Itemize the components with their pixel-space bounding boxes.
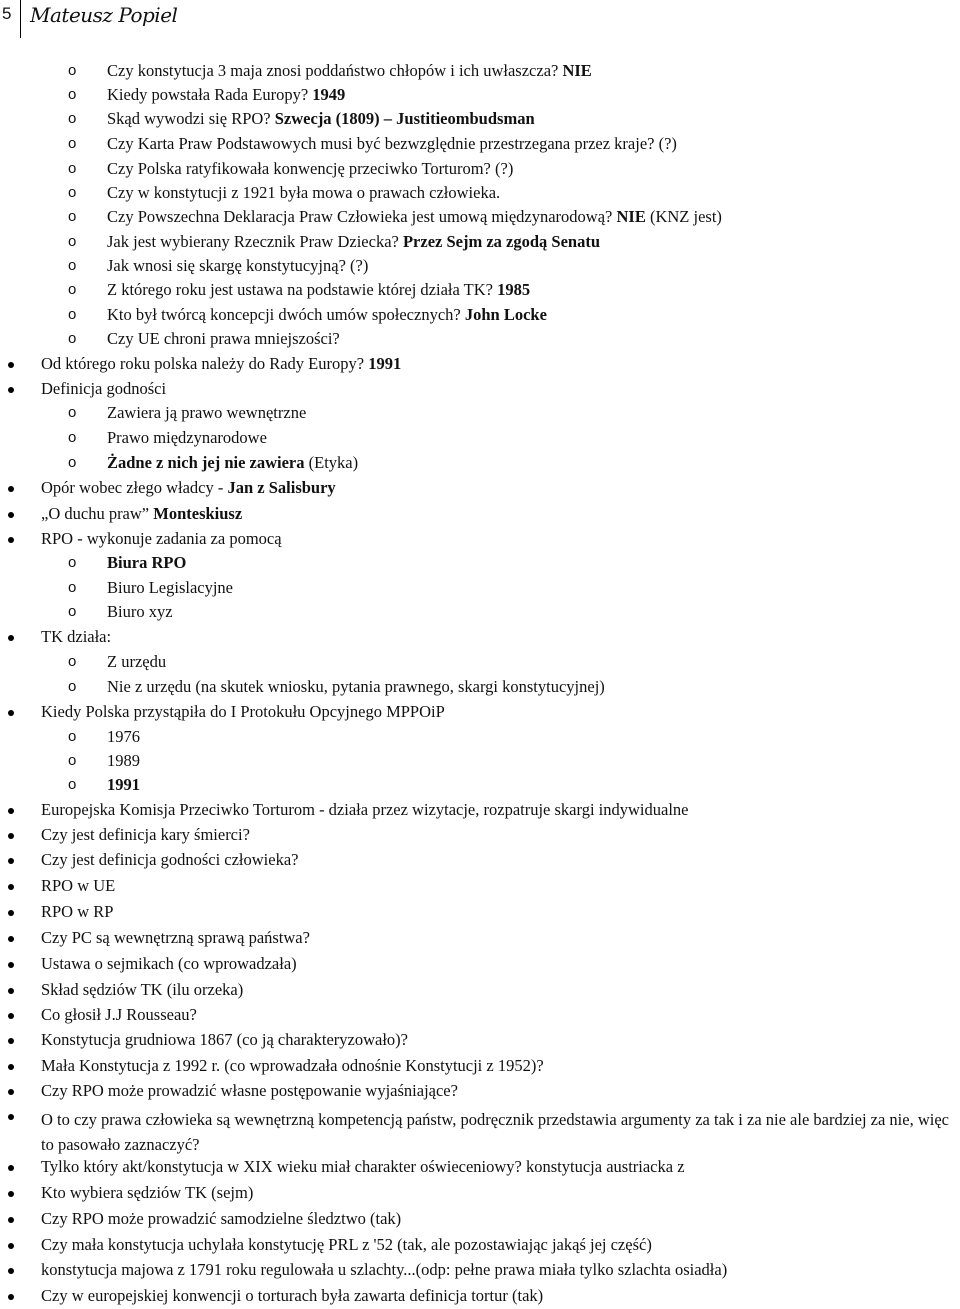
bullet-icon <box>8 808 14 814</box>
item-answer: 1991 <box>107 775 140 794</box>
bullet-icon <box>8 1089 14 1095</box>
bullet-icon <box>8 988 14 994</box>
header-divider <box>20 0 21 38</box>
item-answer: 1949 <box>312 85 346 104</box>
list-item-text <box>41 1210 401 1229</box>
page-header <box>0 0 200 38</box>
list-item-text <box>41 703 445 722</box>
list-item-text <box>107 752 140 771</box>
bullet-icon <box>8 936 14 942</box>
bullet-icon <box>8 833 14 839</box>
list-item-text <box>107 330 340 349</box>
item-question: Z urzędu <box>107 652 167 671</box>
list-item-text <box>41 1158 685 1177</box>
item-question: Definicja godności <box>41 379 167 398</box>
bullet-icon <box>8 710 14 716</box>
item-question: O to czy prawa człowieka są wewnętrzną kompetencją państw, podręcznik przedstawia argumenty za tak i za nie ale bardziej za nie, więc to pasowało zaznaczyć? <box>41 1110 949 1154</box>
list-item-text <box>41 1261 727 1280</box>
list-item-text <box>41 903 113 922</box>
item-question: Czy jest definicja kary śmierci? <box>41 825 250 844</box>
sub-bullet-icon: o <box>68 135 77 152</box>
list-item-text <box>107 603 173 622</box>
bullet-icon <box>8 486 14 492</box>
item-answer: 1985 <box>497 280 531 299</box>
bullet-icon <box>8 884 14 890</box>
item-question: Nie z urzędu (na skutek wniosku, pytania prawnego, skargi konstytucyjnej) <box>107 677 605 696</box>
item-question: Czy w europejskiej konwencji o torturach była zawarta definicja tortur (tak) <box>41 1286 544 1305</box>
item-answer: NIE <box>616 207 646 226</box>
item-question: RPO - wykonuje zadania za pomocą <box>41 529 282 548</box>
item-question: Czy w konstytucji z 1921 była mowa o prawach człowieka. <box>107 183 501 202</box>
sub-bullet-icon: o <box>68 554 77 571</box>
item-question: Jak jest wybierany Rzecznik Praw Dziecka? <box>107 232 403 251</box>
item-answer: Biura RPO <box>107 553 187 572</box>
bullet-icon <box>8 387 14 393</box>
list-item-text <box>107 404 306 423</box>
item-question: Kto był twórcą koncepcji dwóch umów społecznych? <box>107 305 465 324</box>
list-item-text <box>107 554 186 573</box>
list-item-text <box>107 160 513 179</box>
item-answer: Jan z Salisbury <box>227 478 336 497</box>
item-question: Czy konstytucja 3 maja znosi poddaństwo chłopów i ich uwłaszcza? <box>107 61 563 80</box>
list-item-text <box>41 1236 652 1255</box>
list-item-text <box>41 826 250 845</box>
bullet-icon <box>8 362 14 368</box>
sub-bullet-icon: o <box>68 752 77 769</box>
sub-bullet-icon: o <box>68 776 77 793</box>
list-item-text <box>41 801 688 820</box>
bullet-icon <box>8 962 14 968</box>
list-item-text <box>107 678 605 697</box>
sub-bullet-icon: o <box>68 404 77 421</box>
item-question: Od którego roku polska należy do Rady Europy? <box>41 354 369 373</box>
list-item-text <box>41 1082 458 1101</box>
item-note: (Etyka) <box>304 453 359 472</box>
list-item-text <box>107 454 358 473</box>
item-question: 1989 <box>107 751 140 770</box>
item-question: Ustawa o sejmikach (co wprowadzała) <box>41 954 297 973</box>
list-item-text <box>41 955 297 974</box>
list-item-text <box>107 86 345 105</box>
bullet-icon <box>8 512 14 518</box>
item-question: Skład sędziów TK (ilu orzeka) <box>41 980 244 999</box>
sub-bullet-icon: o <box>68 160 77 177</box>
sub-bullet-icon: o <box>68 281 77 298</box>
item-question: RPO w UE <box>41 876 116 895</box>
bullet-icon <box>8 1114 14 1120</box>
list-item-text <box>41 1006 197 1025</box>
item-question: Czy RPO może prowadzić własne postępowanie wyjaśniające? <box>41 1081 458 1100</box>
list-item-text <box>107 135 677 154</box>
sub-bullet-icon: o <box>68 110 77 127</box>
item-question: Kiedy Polska przystąpiła do I Protokułu Opcyjnego MPPOiP <box>41 702 445 721</box>
list-item-text <box>107 233 600 252</box>
bullet-icon <box>8 1013 14 1019</box>
item-question: Jak wnosi się skargę konstytucyjną? (?) <box>107 256 369 275</box>
item-question: Tylko który akt/konstytucja w XIX wieku miał charakter oświeceniowy? konstytucja austriacka z <box>41 1157 685 1176</box>
item-answer: Szwecja (1809) – Justitieombudsman <box>274 109 535 128</box>
sub-bullet-icon: o <box>68 678 77 695</box>
item-note: (KNZ jest) <box>645 207 722 226</box>
list-item-text <box>107 62 592 81</box>
list-item-text <box>41 981 243 1000</box>
item-question: Czy RPO może prowadzić samodzielne śledztwo (tak) <box>41 1209 402 1228</box>
list-item-text <box>41 877 115 896</box>
item-question: Czy Karta Praw Podstawowych musi być bezwzględnie przestrzegana przez kraje? (?) <box>107 134 677 153</box>
item-answer: Monteskiusz <box>153 504 243 523</box>
sub-bullet-icon: o <box>68 603 77 620</box>
item-answer: 1991 <box>368 354 402 373</box>
list-item-text <box>107 257 368 276</box>
bullet-icon <box>8 1064 14 1070</box>
list-item-text <box>107 110 535 129</box>
sub-bullet-icon: o <box>68 454 77 471</box>
list-item-text <box>41 530 282 549</box>
sub-bullet-icon: o <box>68 184 77 201</box>
sub-bullet-icon: o <box>68 86 77 103</box>
list-item-text <box>41 851 299 870</box>
item-question: Kto wybiera sędziów TK (sejm) <box>41 1183 254 1202</box>
bullet-icon <box>8 858 14 864</box>
item-question: Konstytucja grudniowa 1867 (co ją charakteryzowało)? <box>41 1030 408 1049</box>
sub-bullet-icon: o <box>68 208 77 225</box>
list-item-text <box>107 208 722 227</box>
item-question: 1976 <box>107 727 140 746</box>
item-answer: NIE <box>562 61 592 80</box>
list-item-text <box>41 355 401 374</box>
list-item-text <box>107 429 267 448</box>
item-question: Czy UE chroni prawa mniejszości? <box>107 329 340 348</box>
sub-bullet-icon: o <box>68 257 77 274</box>
bullet-icon <box>8 1294 14 1300</box>
list-item-text <box>107 728 140 747</box>
list-item-text <box>41 479 336 498</box>
bullet-icon <box>8 1191 14 1197</box>
item-question: Skąd wywodzi się RPO? <box>107 109 275 128</box>
item-question: Kiedy powstała Rada Europy? <box>107 85 313 104</box>
item-question: Biuro xyz <box>107 602 173 621</box>
bullet-icon <box>8 1165 14 1171</box>
list-item-text <box>41 1184 253 1203</box>
item-question: „O duchu praw” <box>41 504 154 523</box>
item-question: Biuro Legislacyjne <box>107 578 234 597</box>
bullet-icon <box>8 1243 14 1249</box>
list-item-text <box>41 1031 408 1050</box>
item-answer: Żadne z nich jej nie zawiera <box>107 453 305 472</box>
bullet-icon <box>8 910 14 916</box>
author-name: Mateusz Popiel <box>30 3 178 27</box>
list-item-text <box>41 505 242 524</box>
list-item-text <box>107 653 166 672</box>
item-question: Co głosił J.J Rousseau? <box>41 1005 197 1024</box>
item-question: konstytucja majowa z 1791 roku regulowała u szlachty...(odp: pełne prawa miała tylko szlachta osiadła) <box>41 1260 728 1279</box>
list-item-text <box>41 1287 543 1306</box>
list-item-text <box>41 1057 544 1076</box>
item-question: RPO w RP <box>41 902 114 921</box>
sub-bullet-icon: o <box>68 62 77 79</box>
item-question: Opór wobec złego władcy - <box>41 478 228 497</box>
item-question: TK działa: <box>41 627 112 646</box>
sub-bullet-icon: o <box>68 653 77 670</box>
item-question: Czy Polska ratyfikowała konwencję przeciwko Torturom? (?) <box>107 159 514 178</box>
bullet-icon <box>8 635 14 641</box>
sub-bullet-icon: o <box>68 728 77 745</box>
list-item-text <box>41 929 310 948</box>
sub-bullet-icon: o <box>68 330 77 347</box>
list-item-text <box>41 380 166 399</box>
item-question: Mała Konstytucja z 1992 r. (co wprowadzała odnośnie Konstytucji z 1952)? <box>41 1056 544 1075</box>
list-item-text <box>107 184 500 203</box>
bullet-icon <box>8 1268 14 1274</box>
sub-bullet-icon: o <box>68 233 77 250</box>
item-question: Zawiera ją prawo wewnętrzne <box>107 403 307 422</box>
list-item-text <box>41 628 111 647</box>
page-number: 5 <box>2 4 12 23</box>
item-answer: John Locke <box>464 305 547 324</box>
item-question: Czy Powszechna Deklaracja Praw Człowieka jest umową międzynarodową? <box>107 207 617 226</box>
bullet-icon <box>8 537 14 543</box>
item-question: Czy mała konstytucja uchylała konstytucję PRL z '52 (tak, ale pozostawiając jakąś jej część) <box>41 1235 652 1254</box>
sub-bullet-icon: o <box>68 429 77 446</box>
list-item-text <box>107 579 233 598</box>
list-item-text <box>107 281 530 300</box>
item-question: Czy jest definicja godności człowieka? <box>41 850 299 869</box>
sub-bullet-icon: o <box>68 579 77 596</box>
item-question: Z którego roku jest ustawa na podstawie której działa TK? <box>107 280 498 299</box>
list-item-text <box>107 306 547 325</box>
item-question: Czy PC są wewnętrzną sprawą państwa? <box>41 928 310 947</box>
item-question: Europejska Komisja Przeciwko Torturom - działa przez wizytacje, rozpatruje skargi indywidualne <box>41 800 689 819</box>
item-answer: Przez Sejm za zgodą Senatu <box>402 232 601 251</box>
list-item-text <box>107 776 140 795</box>
bullet-icon <box>8 1038 14 1044</box>
bullet-icon <box>8 1217 14 1223</box>
item-question: Prawo międzynarodowe <box>107 428 267 447</box>
sub-bullet-icon: o <box>68 306 77 323</box>
list-item-text <box>41 1107 960 1157</box>
